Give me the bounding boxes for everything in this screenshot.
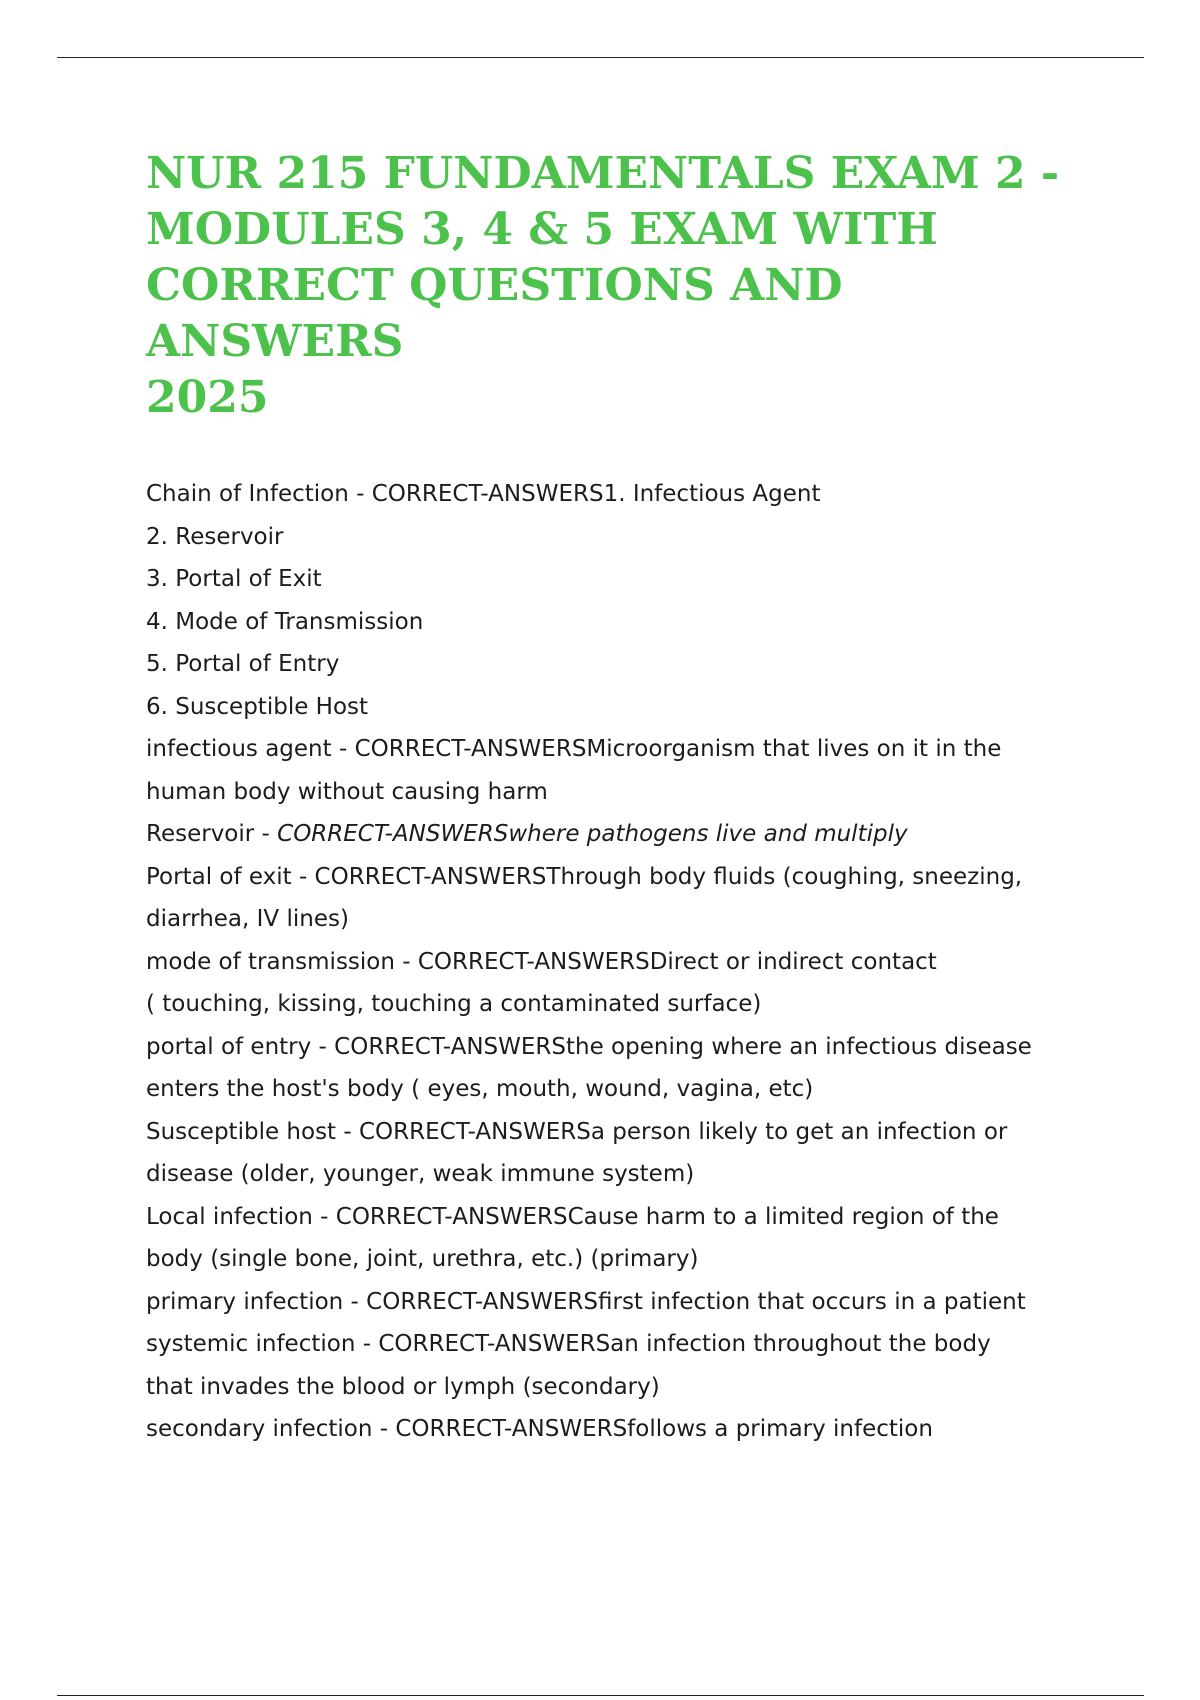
- qa-line: human body without causing harm: [146, 778, 548, 805]
- qa-line: 2. Reservoir: [146, 523, 284, 550]
- qa-line: Portal of exit - CORRECT-ANSWERSThrough body fluids (coughing, sneezing,: [146, 863, 1023, 890]
- qa-line: Chain of Infection - CORRECT-ANSWERS1. Infectious Agent: [146, 481, 821, 507]
- qa-content: [146, 473, 1106, 1451]
- title-line-4: 2025: [146, 372, 269, 423]
- title-line-3: CORRECT QUESTIONS AND ANSWERS: [146, 260, 843, 367]
- qa-line-reservoir: [146, 813, 1106, 856]
- qa-answer-italic: CORRECT-ANSWERSwhere pathogens live and multiply: [277, 821, 908, 847]
- qa-line: Local infection - CORRECT-ANSWERSCause harm to a limited region of the: [146, 1203, 999, 1230]
- bottom-rule: [57, 1695, 1144, 1696]
- qa-line: portal of entry - CORRECT-ANSWERSthe opening where an infectious disease: [146, 1033, 1032, 1060]
- qa-line: Susceptible host - CORRECT-ANSWERSa person likely to get an infection or: [146, 1118, 1008, 1145]
- document-title: [146, 146, 1106, 426]
- qa-line: diarrhea, IV lines): [146, 906, 349, 932]
- qa-line: 6. Susceptible Host: [146, 693, 369, 720]
- qa-line: systemic infection - CORRECT-ANSWERSan infection throughout the body: [146, 1331, 991, 1357]
- qa-line: that invades the blood or lymph (secondary): [146, 1373, 660, 1400]
- qa-line: infectious agent - CORRECT-ANSWERSMicroorganism that lives on it in the: [146, 736, 1002, 762]
- title-line-1: NUR 215 FUNDAMENTALS EXAM 2 -: [146, 148, 1060, 199]
- qa-line: secondary infection - CORRECT-ANSWERSfollows a primary infection: [146, 1416, 933, 1442]
- title-line-2: MODULES 3, 4 & 5 EXAM WITH: [146, 204, 938, 255]
- qa-line: disease (older, younger, weak immune system): [146, 1161, 695, 1187]
- qa-line: primary infection - CORRECT-ANSWERSfirst infection that occurs in a patient: [146, 1288, 1026, 1315]
- qa-line: enters the host's body ( eyes, mouth, wound, vagina, etc): [146, 1076, 814, 1102]
- qa-line: ( touching, kissing, touching a contaminated surface): [146, 991, 762, 1017]
- qa-term: Reservoir -: [146, 821, 278, 847]
- top-rule: [57, 57, 1144, 58]
- qa-line: 3. Portal of Exit: [146, 566, 322, 592]
- qa-line: mode of transmission - CORRECT-ANSWERSDirect or indirect contact: [146, 948, 937, 975]
- qa-line: 5. Portal of Entry: [146, 651, 340, 677]
- qa-line: 4. Mode of Transmission: [146, 608, 424, 635]
- qa-line: body (single bone, joint, urethra, etc.) (primary): [146, 1246, 699, 1272]
